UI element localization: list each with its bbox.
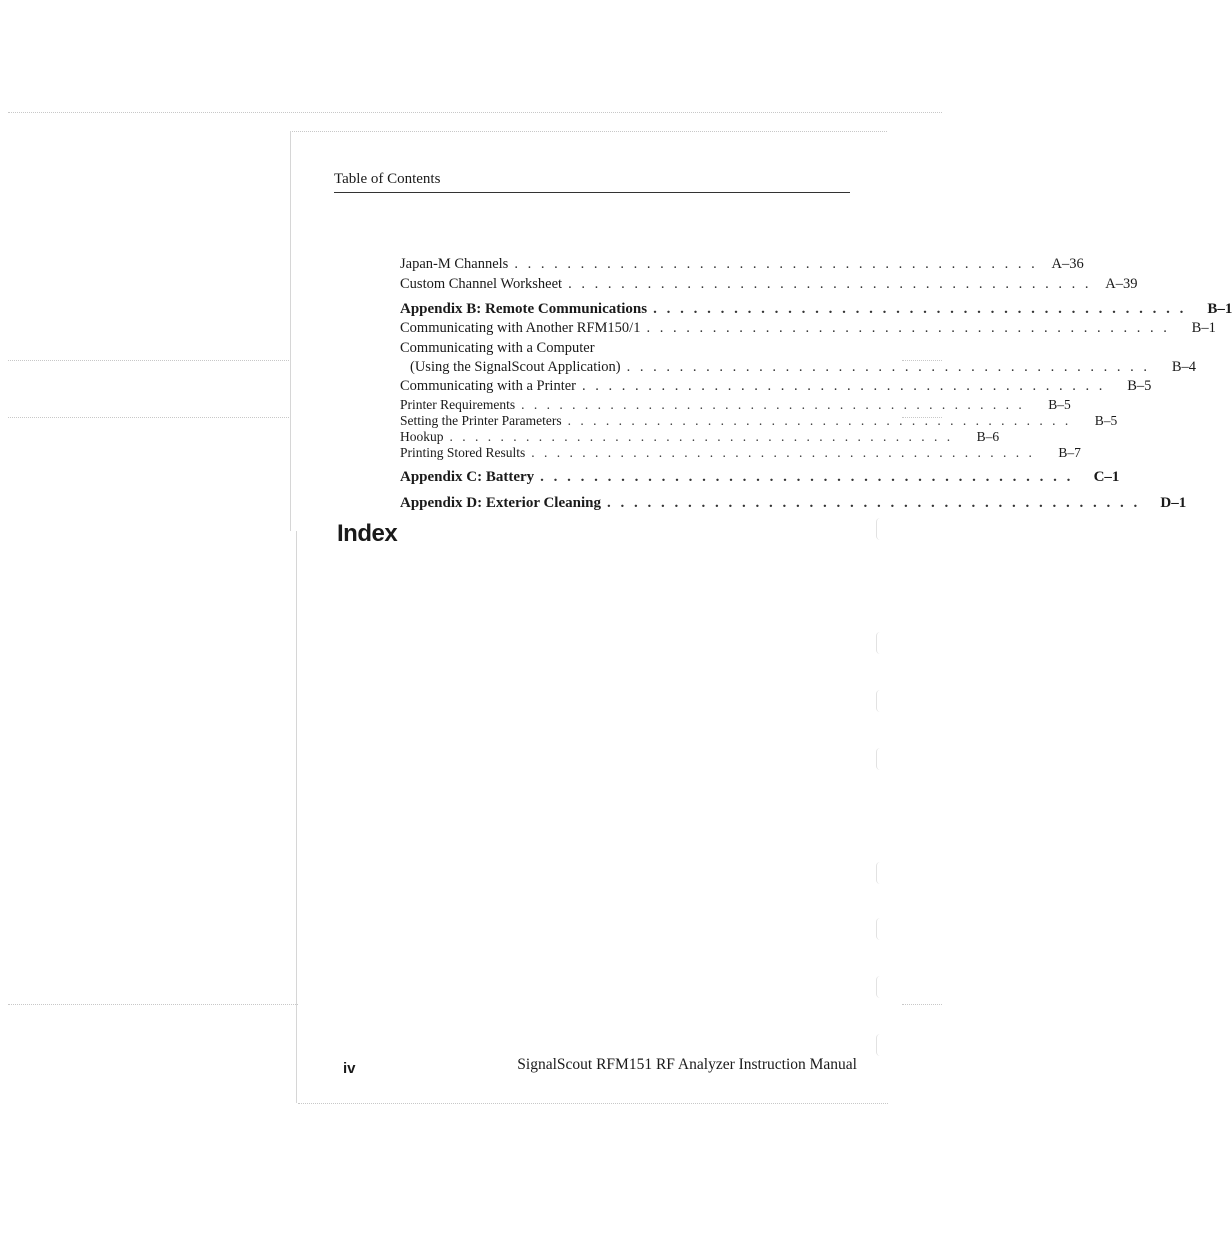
toc-entry-text: Printing Stored Results <box>400 445 526 460</box>
page-left-edge-lower <box>296 531 297 1103</box>
header-rule <box>334 192 850 193</box>
toc-entry-page: B–1 <box>1191 320 1216 336</box>
toc-entry <box>400 413 1118 429</box>
binding-mark <box>876 632 881 654</box>
toc-entry <box>400 397 1071 413</box>
toc-entry-text: Setting the Printer Parameters <box>400 413 562 428</box>
toc-entry <box>400 320 1216 337</box>
toc-entry-text: Communicating with a Printer <box>400 378 576 394</box>
toc-entry-text: Appendix B: Remote Communications <box>400 301 648 317</box>
toc-leader-dots: . . . . . . . . . . . . . . . . . . . . . . . . . . . . . . . . . . . . . . . . <box>626 359 1151 375</box>
toc-leader-dots: . . . . . . . . . . . . . . . . . . . . . . . . . . . . . . . . . . . . . . . . <box>567 413 1072 428</box>
binding-mark <box>876 748 881 770</box>
footer-manual-title: SignalScout RFM151 RF Analyzer Instruction Manual <box>517 1056 857 1073</box>
toc-entry-page: B–5 <box>1094 413 1118 428</box>
footer-page-number: iv <box>343 1060 356 1077</box>
toc-leader-dots: . . . . . . . . . . . . . . . . . . . . . . . . . . . . . . . . . . . . . . . . <box>449 429 954 444</box>
toc-entry-appendix <box>400 469 1120 486</box>
toc-entry <box>400 256 1084 273</box>
toc-entry-page: D–1 <box>1160 495 1187 511</box>
toc-leader-dots: . . . . . . . . . . . . . . . . . . . . . . . . . . . . . . . . . . . . . . . . <box>606 495 1141 511</box>
toc-entry-appendix <box>400 495 1187 512</box>
toc-entry <box>400 359 1197 376</box>
toc-entry-page: B–7 <box>1058 445 1081 460</box>
running-header-title: Table of Contents <box>334 171 441 187</box>
scan-line-left-3 <box>8 1004 298 1005</box>
binding-mark <box>876 976 881 998</box>
toc-entry-text: Custom Channel Worksheet <box>400 276 563 292</box>
scan-line-page-top <box>292 131 887 132</box>
toc-entry-text: Appendix C: Battery <box>400 469 535 485</box>
toc-leader-dots: . . . . . . . . . . . . . . . . . . . . . . . . . . . . . . . . . . . . . . . . <box>646 320 1170 336</box>
toc-entry <box>400 276 1138 293</box>
toc-entry-text: Printer Requirements <box>400 397 516 412</box>
toc-entry-page: B–5 <box>1048 397 1071 412</box>
binding-mark <box>876 690 881 712</box>
binding-mark <box>876 862 881 884</box>
scan-line-left-2 <box>8 417 291 418</box>
toc-entry-page: C–1 <box>1093 469 1120 485</box>
toc-entry-appendix <box>400 301 1232 318</box>
toc-entry <box>400 340 852 357</box>
toc-entry <box>400 429 1000 445</box>
toc-leader-dots: . . . . . . . . . . . . . . . . . . . . . . . . . . . . . . . . . . . . . . . . <box>582 378 1106 394</box>
toc-entry-page: B–5 <box>1127 378 1152 394</box>
toc-entry-page: A–36 <box>1051 256 1084 272</box>
toc-leader-dots: . . . . . . . . . . . . . . . . . . . . . . . . . . . . . . . . . . . . . . . . <box>521 397 1025 412</box>
toc-entry-page: A–39 <box>1105 276 1138 292</box>
toc-leader-dots: . . . . . . . . . . . . . . . . . . . . . . . . . . . . . . . . . . . . . . . . <box>568 276 1092 292</box>
binding-mark <box>876 918 881 940</box>
toc-entry-page: B–1 <box>1207 301 1232 317</box>
toc-entry <box>400 378 1152 395</box>
scan-line-bottom <box>298 1103 888 1104</box>
toc-entry-text: Appendix D: Exterior Cleaning <box>400 495 601 511</box>
scan-line-right-3 <box>902 1004 942 1005</box>
toc-entry-text: (Using the SignalScout Application) <box>410 359 621 375</box>
toc-entry-text: Communicating with a Computer <box>400 340 595 356</box>
toc-leader-dots: . . . . . . . . . . . . . . . . . . . . . . . . . . . . . . . . . . . . . . . . <box>540 469 1074 485</box>
toc-entry-text: Hookup <box>400 429 444 444</box>
toc-leader-dots: . . . . . . . . . . . . . . . . . . . . . . . . . . . . . . . . . . . . . . . . <box>531 445 1035 460</box>
toc-entry-page: B–4 <box>1171 359 1197 375</box>
toc-entry-text: Communicating with Another RFM150/1 <box>400 320 641 336</box>
toc-entry-text: Japan-M Channels <box>400 256 509 272</box>
toc-entry-page: B–6 <box>976 429 1000 444</box>
toc-leader-dots: . . . . . . . . . . . . . . . . . . . . . . . . . . . . . . . . . . . . . . . . <box>514 256 1038 272</box>
binding-mark <box>876 518 881 540</box>
scan-line-top <box>8 112 942 113</box>
toc-entry <box>400 445 1081 461</box>
scan-line-left-1 <box>8 360 291 361</box>
toc-leader-dots: . . . . . . . . . . . . . . . . . . . . . . . . . . . . . . . . . . . . . . . . <box>653 301 1187 317</box>
page-left-edge <box>290 131 291 531</box>
binding-mark <box>876 1034 881 1056</box>
index-heading: Index <box>337 520 398 547</box>
